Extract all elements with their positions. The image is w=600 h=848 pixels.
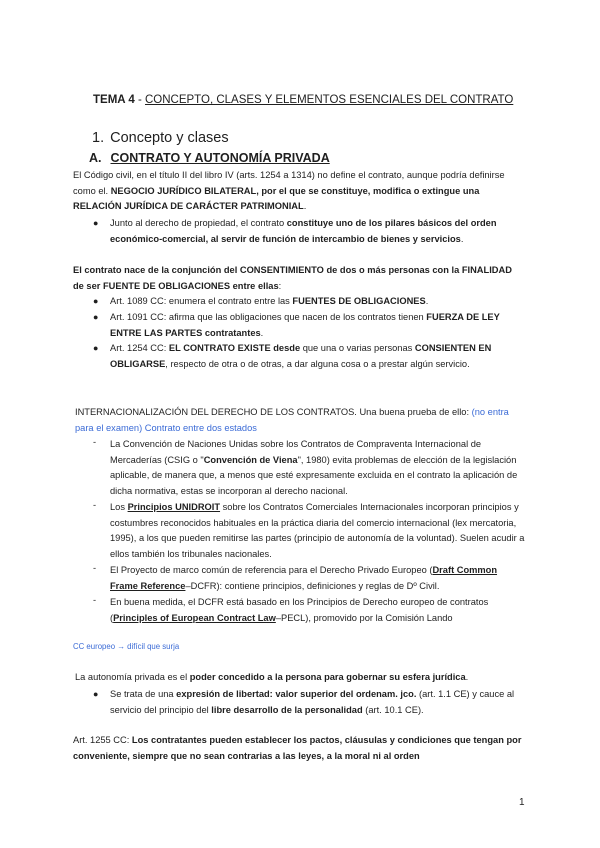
bullet-dot: ● xyxy=(93,689,99,699)
bullet-dot: ● xyxy=(93,343,99,353)
margin-note: CC europeo → difícil que surja xyxy=(73,642,180,651)
bullet-pillar: Junto al derecho de propiedad, el contrato constituye uno de los pilares básicos del orden económico-comercial, al servir de función de intercambio de bienes y servicios. xyxy=(110,218,497,244)
section-number: 1. xyxy=(92,130,105,146)
document-title xyxy=(93,94,513,106)
internationalization-paragraph: INTERNACIONALIZACIÓN DEL DERECHO DE LOS CONTRATOS. Una buena prueba de ello: (no entra para el examen) Contrato entre dos estados xyxy=(75,407,509,433)
title-text: CONCEPTO, CLASES Y ELEMENTOS ESENCIALES DEL CONTRATO xyxy=(144,94,514,106)
subsection-letter: A. xyxy=(89,151,102,165)
article-1089: Art. 1089 CC: enumera el contrato entre las FUENTES DE OBLIGACIONES. xyxy=(110,296,429,306)
page-number: 1 xyxy=(519,797,525,808)
section-title: Concepto y clases xyxy=(110,130,229,146)
autonomy-paragraph: La autonomía privada es el poder concedido a la persona para gobernar su esfera jurídica. xyxy=(75,672,469,682)
bullet-dot: ● xyxy=(93,296,99,306)
article-1255-paragraph: Art. 1255 CC: Los contratantes pueden establecer los pactos, cláusulas y condiciones que tengan por conveniente, siempre que no sean contrarias a las leyes, a la moral ni al orden xyxy=(73,735,522,761)
dash-item-pecl: En buena medida, el DCFR está basado en los Principios de Derecho europeo de contratos (Principles of European Contract Law–PECL), promovido por la Comisión Lando xyxy=(110,597,489,623)
dash-marker: - xyxy=(93,563,97,573)
contract-origin-paragraph: El contrato nace de la conjunción del CONSENTIMIENTO de dos o más personas con la FINALIDAD de ser FUENTE DE OBLIGACIONES entre ellas: xyxy=(73,265,512,291)
article-1254: Art. 1254 CC: EL CONTRATO EXISTE desde que una o varias personas CONSIENTEN EN OBLIGARSE, respecto de otra o de otras, a dar alguna cosa o a prestar algún servicio. xyxy=(110,343,492,369)
subsection-title: CONTRATO Y AUTONOMÍA PRIVADA xyxy=(110,151,330,165)
subsection-heading xyxy=(89,151,330,165)
bullet-freedom-expression: Se trata de una expresión de libertad: valor superior del ordenam. jco. (art. 1.1 CE) y cauce al servicio del principio del libre desarrollo de la personalidad (art. 10.1 CE). xyxy=(110,689,515,715)
title-separator: - xyxy=(134,94,145,106)
dash-marker: - xyxy=(93,437,97,447)
section-heading xyxy=(92,130,235,146)
dash-marker: - xyxy=(93,500,97,510)
dash-marker: - xyxy=(93,595,97,605)
article-1091: Art. 1091 CC: afirma que las obligaciones que nacen de los contratos tienen FUERZA DE LEY ENTRE LAS PARTES contratantes. xyxy=(110,312,500,338)
dash-item-unidroit: Los Principios UNIDROIT sobre los Contratos Comerciales Internacionales incorporan principios y costumbres reconocidos habituales en la práctica diaria del comercio internacional (lex mercatoria, 1995), a los que pueden remitirse las partes (principio de autonomía de la voluntad). Suelen acudir a ellos también los tribunales nacionales. xyxy=(110,502,525,559)
exam-note-link: (no entra para el examen) Contrato entre dos estados xyxy=(75,407,509,433)
dash-item-vienna: La Convención de Naciones Unidas sobre los Contratos de Compraventa Internacional de Mercaderías (CSIG o "Convención de Viena", 1980) evita problemas de elección de la legislación aplicable, de manera que, a menos que esté expresamente excluida en el contrato la aplicación de dicha normativa, estas se incorporan al derecho nacional. xyxy=(110,439,518,496)
bullet-dot: ● xyxy=(93,312,99,322)
intro-paragraph: El Código civil, en el título II del libro IV (arts. 1254 a 1314) no define el contrato, aunque podría definirse como el. NEGOCIO JURÍDICO BILATERAL, por el que se constituye, modifica o extingue una RELACIÓN JURÍDICA DE CARÁCTER PATRIMONIAL. xyxy=(73,170,505,212)
bullet-dot: ● xyxy=(93,218,99,228)
title-label: TEMA 4 xyxy=(93,94,135,106)
dash-item-dcfr: El Proyecto de marco común de referencia para el Derecho Privado Europeo (Draft Common Frame Reference–DCFR): contiene principios, definiciones y reglas de Dº Civil. xyxy=(110,565,498,591)
